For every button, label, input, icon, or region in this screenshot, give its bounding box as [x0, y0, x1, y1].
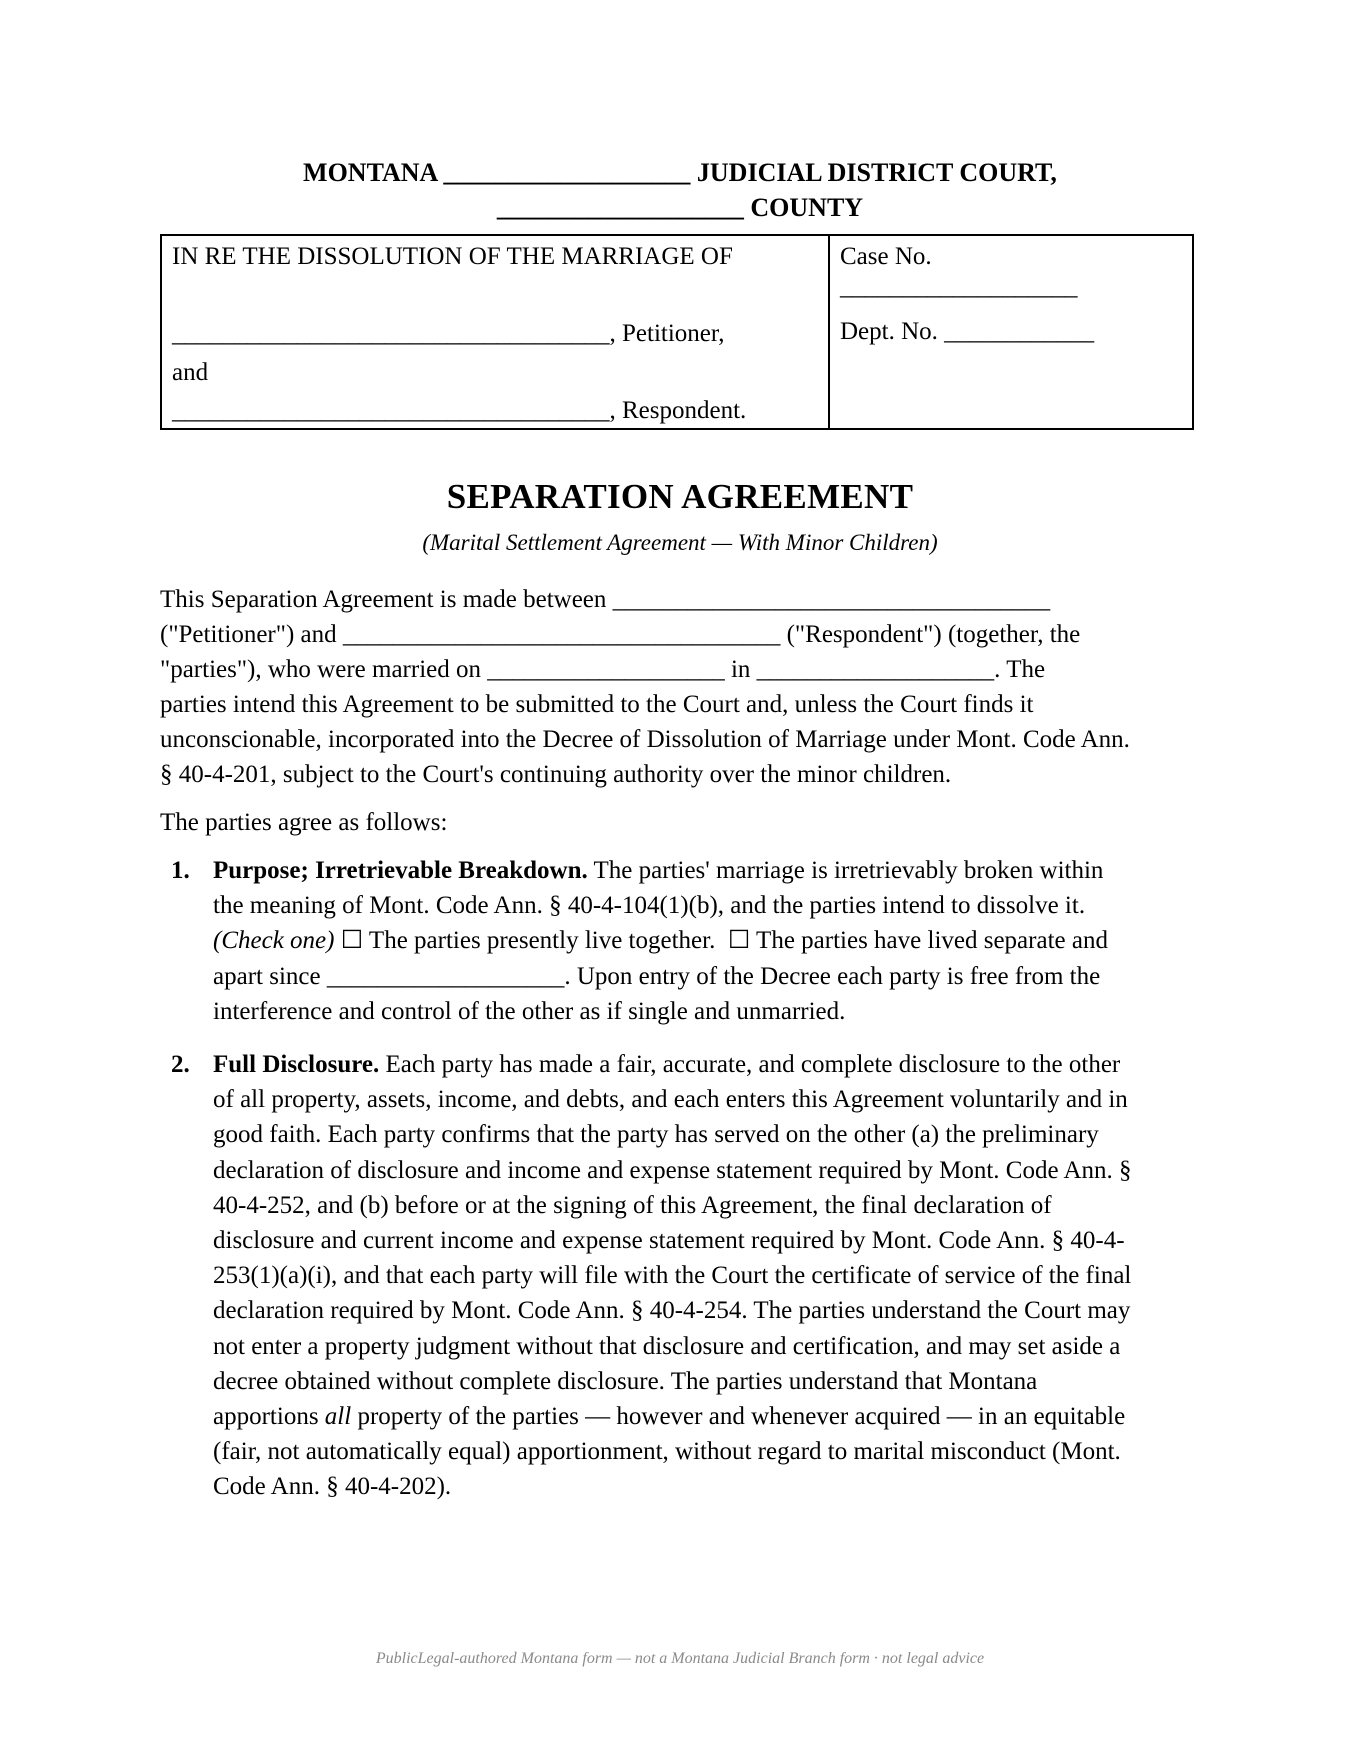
item-heading: Full Disclosure.: [213, 1051, 380, 1078]
dept-no: Dept. No. ____________: [840, 318, 1095, 345]
item-text: apportions: [213, 1403, 325, 1431]
item-text: interference and control of the other as if single and unmarried.: [213, 997, 846, 1025]
item-number: 1.: [171, 857, 190, 884]
agree-line: The parties agree as follows:: [160, 809, 448, 836]
item-text: (fair, not automatically equal) apportionment, without regard to marital misconduct (Mont.: [213, 1438, 1121, 1466]
item-body: [213, 853, 1213, 1029]
item-text: apart since ___________________. Upon entry of the Decree each party is free from the: [213, 962, 1101, 990]
item-text: good faith. Each party confirms that the party has served on the other (a) the preliminary: [213, 1121, 1099, 1149]
item-text: 253(1)(a)(i), and that each party will file with the Court the certificate of service of the final: [213, 1262, 1132, 1290]
intro-line: § 40-4-201, subject to the Court's continuing authority over the minor children.: [160, 761, 952, 788]
caption-and: and: [172, 359, 209, 386]
caption-case-cell: [830, 236, 1192, 428]
intro-paragraph: [160, 582, 1200, 792]
case-no-blank: ___________________: [840, 273, 1078, 300]
case-caption-box: [160, 234, 1194, 430]
item-number: 2.: [171, 1051, 190, 1078]
check-one-label: (Check one): [213, 927, 335, 955]
item-text: The parties' marriage is irretrievably broken within: [587, 857, 1104, 884]
item-heading: Purpose; Irretrievable Breakdown.: [213, 857, 588, 884]
caption-respondent-line: ___________________________________, Respondent.: [172, 397, 747, 424]
caption-in-re: IN RE THE DISSOLUTION OF THE MARRIAGE OF: [172, 243, 733, 270]
emphasis-all: all: [324, 1403, 352, 1431]
caption-petitioner-line: ___________________________________, Petitioner,: [172, 320, 725, 347]
page-footer: PublicLegal-authored Montana form — not a Montana Judicial Branch form · not legal advice: [375, 1650, 985, 1667]
item-text: not enter a property judgment without that disclosure and certification, and may set aside a: [213, 1332, 1121, 1360]
item-text: declaration of disclosure and income and expense statement required by Mont. Code Ann. §: [213, 1156, 1132, 1184]
document-title: SEPARATION AGREEMENT: [446, 477, 914, 516]
item-text: of all property, assets, income, and debts, and each enters this Agreement voluntarily and in: [213, 1086, 1128, 1114]
checkbox-options: ☐ The parties presently live together. ☐ The parties have lived separate and: [334, 927, 1108, 955]
caption-parties-cell: [162, 236, 830, 428]
item-text: disclosure and current income and expense statement required by Mont. Code Ann. § 40-4-: [213, 1227, 1125, 1255]
intro-line: This Separation Agreement is made between ___________________________________: [160, 586, 1051, 613]
item-text: 40-4-252, and (b) before or at the signing of this Agreement, the final declaration of: [213, 1191, 1052, 1219]
court-header-line-2: ___________________ COUNTY: [496, 193, 864, 222]
intro-line: unconscionable, incorporated into the Decree of Dissolution of Marriage under Mont. Code Ann.: [160, 726, 1130, 753]
item-body: [213, 1047, 1213, 1505]
court-header-line-1: MONTANA ___________________ JUDICIAL DISTRICT COURT,: [303, 158, 1057, 187]
item-text: Code Ann. § 40-4-202).: [213, 1473, 452, 1501]
intro-line: "parties"), who were married on ___________________ in ___________________. The: [160, 656, 1046, 683]
item-text: property of the parties — however and whenever acquired — in an equitable: [351, 1403, 1126, 1431]
document-subtitle: (Marital Settlement Agreement — With Minor Children): [422, 530, 938, 555]
intro-line: parties intend this Agreement to be submitted to the Court and, unless the Court finds it: [160, 691, 1034, 718]
item-text: the meaning of Mont. Code Ann. § 40-4-104(1)(b), and the parties intend to dissolve it.: [213, 892, 1086, 920]
case-no-label: Case No.: [840, 243, 932, 270]
item-text: Each party has made a fair, accurate, and complete disclosure to the other: [379, 1051, 1121, 1078]
item-text: decree obtained without complete disclosure. The parties understand that Montana: [213, 1367, 1038, 1395]
intro-line: ("Petitioner") and ___________________________________ ("Respondent") (together, the: [160, 621, 1081, 648]
item-text: declaration required by Mont. Code Ann. § 40-4-254. The parties understand the Court may: [213, 1297, 1131, 1325]
